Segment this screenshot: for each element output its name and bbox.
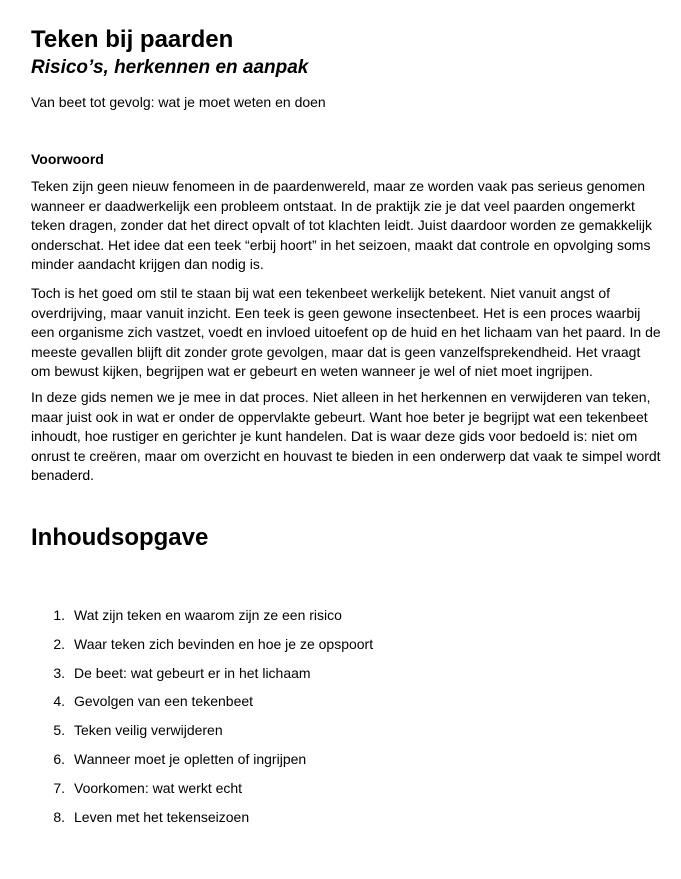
toc-item-label: Voorkomen: wat werkt echt <box>74 779 243 796</box>
toc-item-number: 8. <box>53 808 65 825</box>
toc-item-label: Leven met het tekenseizoen <box>74 808 250 825</box>
foreword-paragraph: Teken zijn geen nieuw fenomeen in de paardenwereld, maar ze worden vaak pas serieus genomen wanneer er daadwerkelijk een probleem ontstaat. In de praktijk zie je dat veel paarden ongemerkt teken dragen, zonder dat het direct opvalt of tot klachten leidt. Juist daardoor worden ze gemakkelijk onderschat. Het idee dat een teek “erbij hoort” in het seizoen, maakt dat controle en opvolging soms minder aandacht krijgen dan nodig is. <box>31 178 653 272</box>
toc-item-label: Gevolgen van een tekenbeet <box>74 693 254 710</box>
document-tagline: Van beet tot gevolg: wat je moet weten en doen <box>31 94 326 110</box>
foreword-heading: Voorwoord <box>31 151 104 167</box>
toc-item-number: 4. <box>53 693 65 710</box>
foreword-paragraph: In deze gids nemen we je mee in dat proces. Niet alleen in het herkennen en verwijderen van teken, maar juist ook in wat er onder de oppervlakte gebeurt. Want hoe beter je begrijpt wat een tekenbeet inhoudt, hoe rustiger en gerichter je kunt handelen. Dat is waar deze gids voor bedoeld is: niet om onrust te creëren, maar om overzicht en houvast te bieden in een onderwerp dat vaak te simpel wordt benaderd. <box>31 389 661 483</box>
toc-item-label: Waar teken zich bevinden en hoe je ze opspoort <box>74 635 374 652</box>
toc-heading: Inhoudsopgave <box>31 524 209 551</box>
toc-item-number: 5. <box>53 722 65 739</box>
toc-item-label: De beet: wat gebeurt er in het lichaam <box>74 664 311 681</box>
foreword-paragraph: Toch is het goed om stil te staan bij wat een tekenbeet werkelijk betekent. Niet vanuit angst of overdrijving, maar vanuit inzicht. Een teek is geen gewone insectenbeet. Het is een proces waarbij een organisme zich vastzet, voedt en invloed uitoefent op de huid en het lichaam van het paard. In de meeste gevallen blijft dit zonder grote gevolgen, maar dat is geen vanzelfsprekendheid. Het vraagt om bewust kijken, begrijpen wat er gebeurt en weten wanneer je wel of niet moet ingrijpen. <box>31 285 661 379</box>
toc-item-number: 7. <box>53 779 65 796</box>
toc-item-label: Wanneer moet je opletten of ingrijpen <box>74 750 307 767</box>
toc-item-label: Wat zijn teken en waarom zijn ze een risico <box>74 607 342 623</box>
toc-item-number: 1. <box>53 607 65 623</box>
toc-item-label: Teken veilig verwijderen <box>74 722 223 739</box>
document-title: Teken bij paarden <box>31 26 234 53</box>
toc-item-number: 6. <box>53 750 65 767</box>
document-subtitle: Risico’s, herkennen en aanpak <box>31 57 309 78</box>
toc-item-number: 3. <box>53 664 65 681</box>
toc-item-number: 2. <box>53 635 65 652</box>
